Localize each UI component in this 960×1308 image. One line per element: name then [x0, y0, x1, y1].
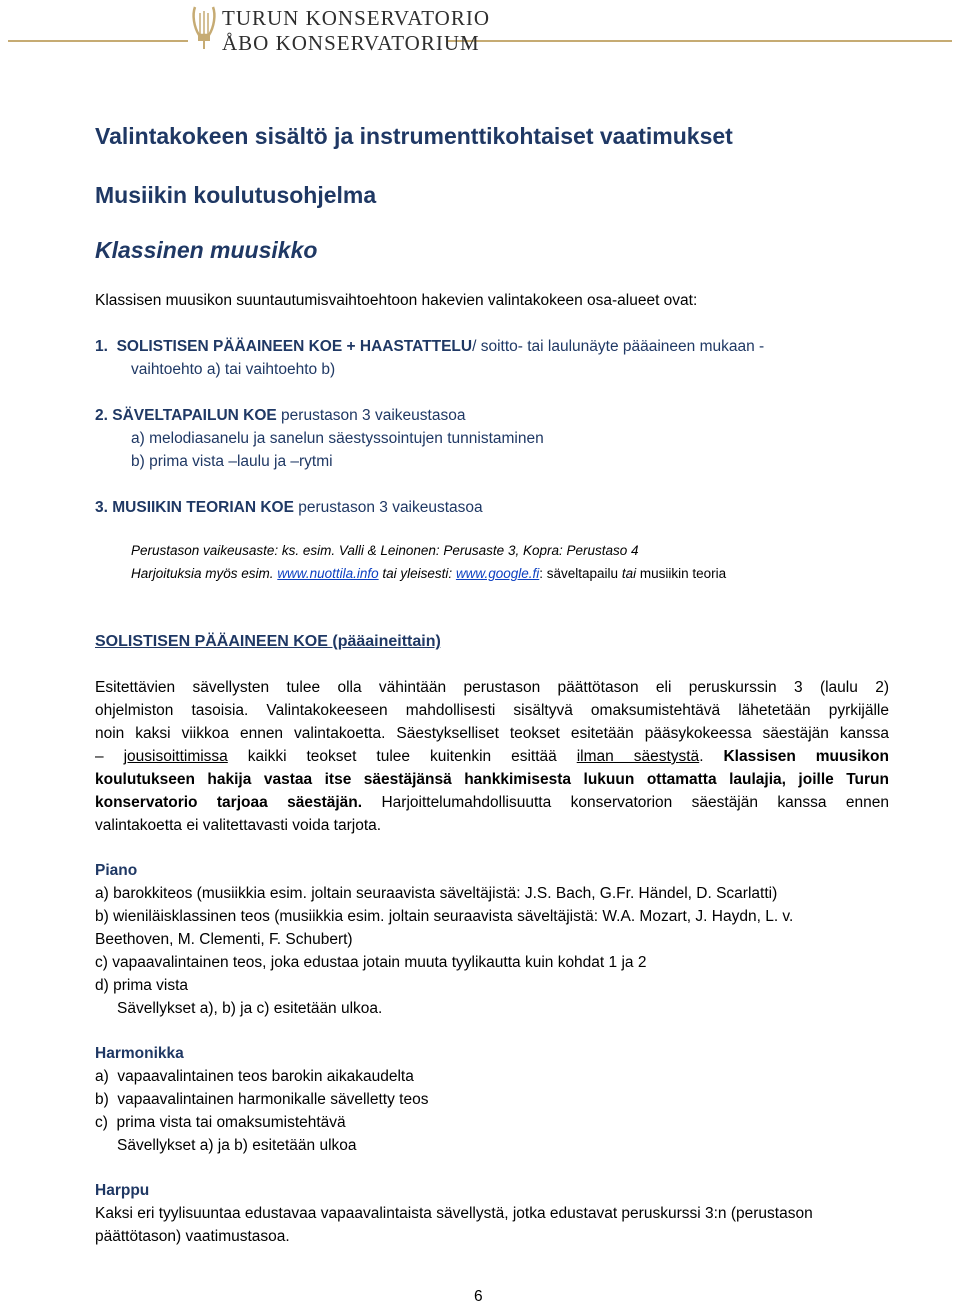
logo-text-line1: TURUN KONSERVATORIO [222, 6, 490, 30]
piano-c: c) vapaavalintainen teos, joka edustaa jotain muuta tyylikautta kuin kohdat 1 ja 2 [95, 954, 647, 971]
piano-b: b) wieniläisklassinen teos (musiikkia esim. joltain seuraavista säveltäjistä: W.A. Mozart, J. Haydn, L. v. [95, 908, 794, 925]
solo-line-6 [95, 791, 889, 814]
notes-suffix: : säveltapailu [539, 566, 619, 581]
list-item-2-bold: SÄVELTAPAILUN KOE [112, 407, 277, 424]
piano-b-cont: Beethoven, M. Clementi, F. Schubert) [95, 931, 353, 948]
section-title: Klassinen muusikko [95, 237, 318, 263]
header-rule-left [8, 40, 188, 42]
list-item-1 [95, 335, 764, 358]
harmonikka-c: c) prima vista tai omaksumistehtävä [95, 1114, 346, 1131]
list-item-2 [95, 404, 465, 427]
harppu-line-1: Kaksi eri tyylisuuntaa edustavaa vapaavalintaista sävellystä, jotka edustavat peruskurssi 3:n (perustason [95, 1205, 813, 1222]
notes-prefix: Harjoituksia myös esim. [131, 566, 274, 581]
piano-d: d) prima vista [95, 977, 189, 994]
solo-line-2: ohjelmiston tasoisia. Valintakokeeseen mahdollisesti sisältyvä omaksumistehtävä lähetetään pyrkijälle [95, 702, 889, 719]
header-logo [190, 5, 490, 53]
harmonikka-a: a) vapaavalintainen teos barokin aikakaudelta [95, 1068, 414, 1085]
logo-text-line2: ÅBO KONSERVATORIUM [222, 31, 480, 55]
solo-underline-1: jousisoittimissa [123, 748, 228, 765]
solo-heading: SOLISTISEN PÄÄAINEEN KOE (pääaineittain) [95, 633, 441, 650]
harmonikka-heading: Harmonikka [95, 1045, 184, 1062]
solo-underline-2: ilman säestystä [576, 748, 700, 765]
notes-tai: tai [621, 566, 637, 581]
list-item-3-bold: MUSIIKIN TEORIAN KOE [112, 499, 294, 516]
notes-line-1: Perustason vaikeusaste: ks. esim. Valli & Leinonen: Perusaste 3, Kopra: Perustaso 4 [131, 543, 639, 558]
solo-line-1: Esitettävien sävellysten tulee olla vähintään perustason päättötason eli peruskurssin 3 (laulu 2) [95, 679, 889, 696]
lyre-icon [190, 5, 218, 51]
solo-line-4-mid: kaikki teokset tulee kuitenkin esittää [247, 748, 557, 765]
nuottila-link[interactable]: www.nuottila.info [277, 566, 379, 581]
list-item-2-rest: perustason 3 vaikeustasoa [281, 407, 466, 424]
intro-text: Klassisen muusikon suuntautumisvaihtoehtoon hakevien valintakokeen osa-alueet ovat: [95, 292, 698, 309]
list-item-3-number: 3. [95, 499, 108, 516]
piano-note: Sävellykset a), b) ja c) esitetään ulkoa. [117, 1000, 383, 1017]
solo-paragraph [95, 676, 889, 837]
list-item-1-continuation: vaihtoehto a) tai vaihtoehto b) [131, 361, 336, 378]
harmonikka-b: b) vapaavalintainen harmonikalle sävelletty teos [95, 1091, 429, 1108]
list-item-3 [95, 496, 483, 519]
notes-mid: tai yleisesti: [382, 566, 453, 581]
harmonikka-note: Sävellykset a) ja b) esitetään ulkoa [117, 1137, 357, 1154]
solo-dot: . [699, 748, 704, 765]
solo-line-7: valintakoetta ei valitettavasti voida tarjota. [95, 817, 382, 834]
solo-line-4-bold: Klassisen muusikon [723, 748, 889, 765]
list-item-2-number: 2. [95, 407, 108, 424]
list-item-1-bold: SOLISTISEN PÄÄAINEEN KOE + HAASTATTELU [116, 338, 473, 355]
piano-heading: Piano [95, 862, 138, 879]
list-item-1-rest: / soitto- tai laulunäyte pääaineen mukaan - [472, 338, 765, 355]
document-subtitle: Musiikin koulutusohjelma [95, 182, 377, 208]
list-item-2-sub-b: b) prima vista –laulu ja –rytmi [131, 453, 333, 470]
notes-end: musiikin teoria [639, 566, 727, 581]
harppu-line-2: päättötason) vaatimustasoa. [95, 1228, 290, 1245]
solo-line-5: koulutukseen hakija vastaa itse säestäjänsä hankkimisesta lukuun ottamatta laulajia, joille Turun [95, 771, 889, 788]
solo-line-4 [95, 745, 889, 768]
list-item-1-number: 1. [95, 338, 108, 355]
solo-line-6-rest: Harjoittelumahdollisuutta konservatorion säestäjän kanssa ennen [381, 794, 889, 811]
document-title: Valintakokeen sisältö ja instrumenttikohtaiset vaatimukset [95, 123, 733, 149]
solo-line-6-bold: konservatorio tarjoaa säestäjän. [95, 794, 363, 811]
google-link[interactable]: www.google.fi [455, 566, 540, 581]
list-item-3-rest: perustason 3 vaikeustasoa [298, 499, 483, 516]
piano-a: a) barokkiteos (musiikkia esim. joltain seuraavista säveltäjistä: J.S. Bach, G.Fr. Händel, D. Scarlatti) [95, 885, 778, 902]
solo-line-3: noin kaksi viikkoa ennen valintakoetta. Säestykselliset teokset esitetään pääsykokeessa säestäjän kanssa [95, 725, 889, 742]
header-rule-right [448, 40, 952, 42]
harppu-heading: Harppu [95, 1182, 150, 1199]
page-number: 6 [474, 1288, 483, 1305]
solo-dash: – [95, 748, 104, 765]
notes-line-2 [131, 562, 726, 585]
list-item-2-sub-a: a) melodiasanelu ja sanelun säestyssointujen tunnistaminen [131, 430, 544, 447]
